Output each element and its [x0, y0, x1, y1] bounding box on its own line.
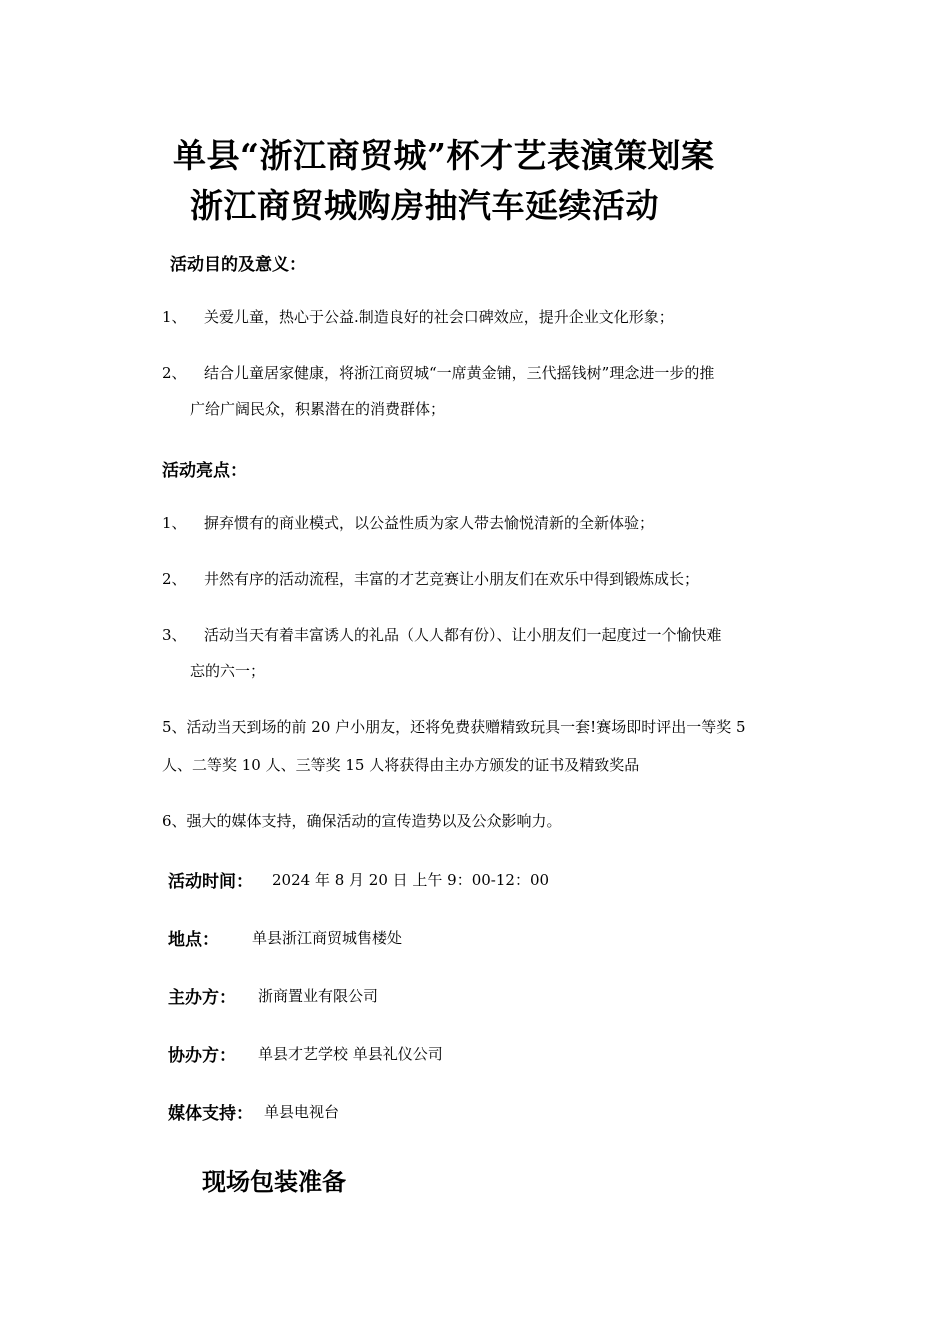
purpose-item-2-cont: 广给广阔民众，积累潜在的消费群体；	[190, 400, 446, 418]
list-text: 结合儿童居家健康，将浙江商贸城“一席黄金铺，三代摇钱树”理念进一步的推	[204, 364, 715, 382]
purpose-item-2	[162, 362, 714, 383]
list-number: 1、	[162, 514, 187, 532]
highlight-item-5-line1: 5、活动当天到场的前 20 户小朋友，还将免费获赠精致玩具一套!赛场即时评出一等奖 5	[162, 718, 746, 736]
time-value: 2024 年 8 月 20 日 上午 9：00-12：00	[272, 871, 550, 889]
highlight-item-5-line2: 人、二等奖 10 人、三等奖 15 人将获得由主办方颁发的证书及精致奖品	[162, 756, 640, 774]
list-number: 3、	[162, 626, 187, 644]
cohost-value: 单县才艺学校 单县礼仪公司	[258, 1045, 443, 1063]
highlight-item-1	[162, 512, 654, 533]
highlights-heading: 活动亮点：	[162, 461, 247, 481]
host-label: 主办方：	[168, 988, 236, 1008]
list-text: 关爱儿童，热心于公益.制造良好的社会口碑效应，提升企业文化形象；	[204, 308, 674, 326]
purpose-heading: 活动目的及意义：	[170, 255, 306, 275]
highlight-item-2	[162, 568, 699, 589]
highlight-item-3	[162, 624, 722, 645]
doc-title-line1: 单县“浙江商贸城”杯才艺表演策划案	[173, 136, 715, 175]
list-number: 2、	[162, 364, 187, 382]
section-heading-site-prep: 现场包装准备	[202, 1167, 346, 1196]
list-text: 摒弃惯有的商业模式，以公益性质为家人带去愉悦清新的全新体验；	[204, 514, 655, 532]
doc-title-line2: 浙江商贸城购房抽汽车延续活动	[190, 186, 659, 225]
place-value: 单县浙江商贸城售楼处	[252, 929, 403, 947]
highlight-item-3-cont: 忘的六一；	[190, 662, 266, 680]
highlight-item-6: 6、强大的媒体支持，确保活动的宣传造势以及公众影响力。	[162, 812, 562, 830]
list-number: 2、	[162, 570, 187, 588]
list-number: 1、	[162, 308, 187, 326]
list-text: 活动当天有着丰富诱人的礼品（人人都有份）、让小朋友们一起度过一个愉快难	[204, 626, 722, 644]
media-value: 单县电视台	[264, 1103, 340, 1121]
place-label: 地点：	[168, 930, 219, 950]
time-label: 活动时间：	[168, 872, 253, 892]
purpose-item-1	[162, 306, 674, 327]
host-value: 浙商置业有限公司	[258, 987, 379, 1005]
cohost-label: 协办方：	[168, 1046, 236, 1066]
media-label: 媒体支持：	[168, 1104, 253, 1124]
list-text: 井然有序的活动流程，丰富的才艺竞赛让小朋友们在欢乐中得到锻炼成长；	[204, 570, 700, 588]
